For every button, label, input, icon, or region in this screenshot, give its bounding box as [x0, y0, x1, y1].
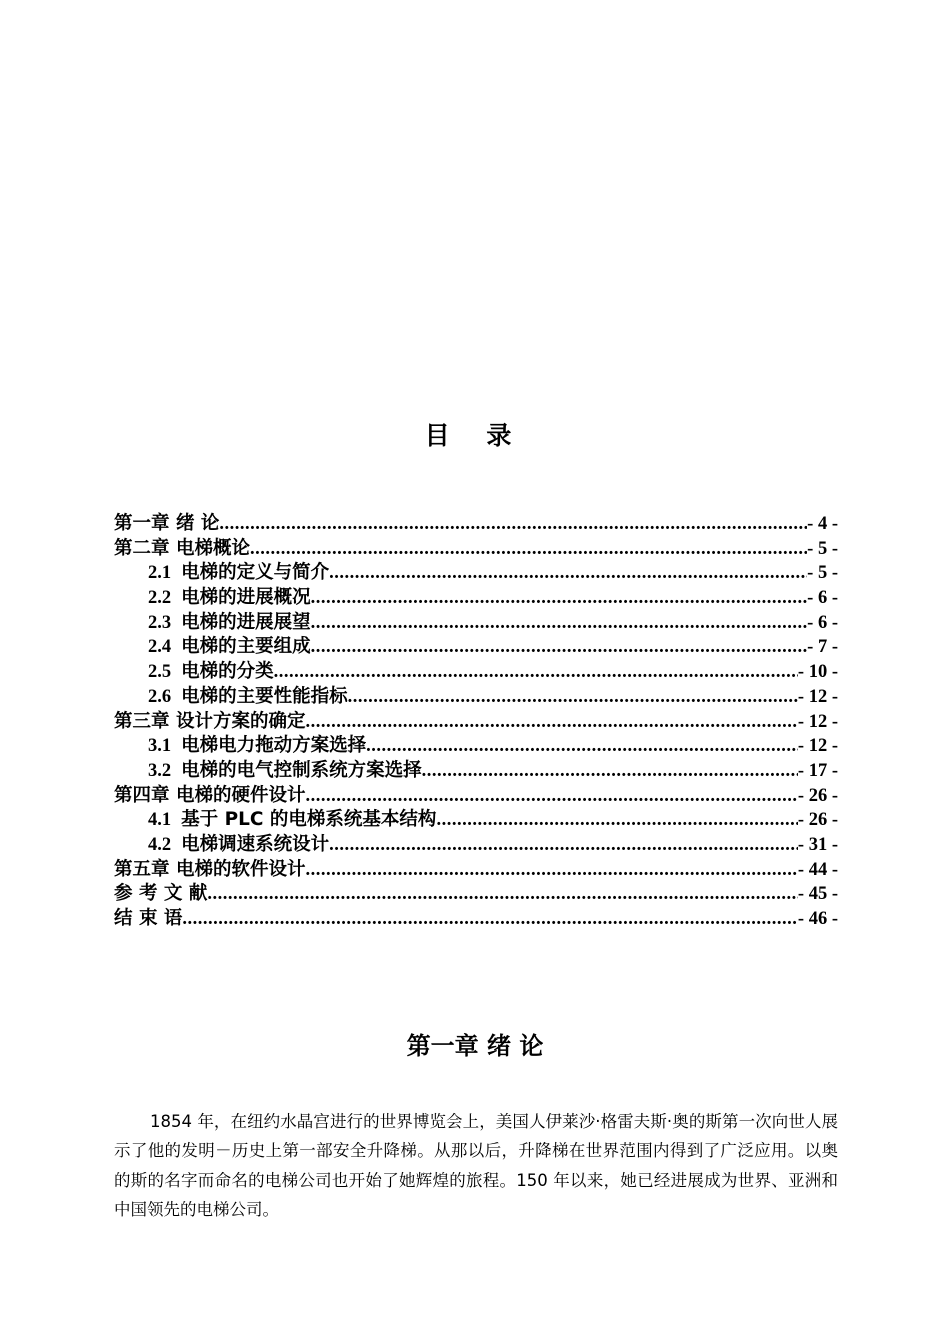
toc-leader-dots — [348, 685, 798, 710]
toc-entry-number: 2.3 — [148, 612, 172, 633]
toc-entry[interactable] — [114, 833, 838, 858]
toc-leader-dots — [311, 611, 808, 636]
toc-entry[interactable] — [114, 759, 838, 784]
toc-entry-text: 第五章 电梯的软件设计 — [114, 858, 306, 880]
toc-leader-dots — [250, 537, 807, 562]
toc-entry-number: 3.2 — [148, 760, 172, 781]
toc-leader-dots — [311, 586, 808, 611]
toc-leader-dots — [305, 710, 797, 735]
toc-entry[interactable] — [114, 561, 838, 586]
toc-leader-dots — [305, 858, 797, 883]
toc-entry[interactable] — [114, 512, 838, 537]
toc-entry-page: - 5 - — [807, 538, 838, 559]
toc-entry-number: 4.1 — [148, 810, 172, 831]
toc-entry-page: - 31 - — [797, 834, 838, 855]
toc-leader-dots — [436, 808, 797, 833]
toc-entry-page: - 6 - — [807, 588, 838, 609]
toc-entry-number: 2.4 — [148, 637, 172, 658]
toc-leader-dots — [329, 561, 807, 586]
toc-entry[interactable] — [114, 685, 838, 710]
toc-entry-page: - 12 - — [797, 711, 838, 732]
toc-entry-page: - 44 - — [797, 859, 838, 880]
toc-entry[interactable] — [114, 635, 838, 660]
toc-entry-page: - 7 - — [807, 637, 838, 658]
toc-entry[interactable] — [114, 784, 838, 809]
toc-leader-dots — [422, 759, 798, 784]
toc-entry-text: 电梯的进展概况 — [181, 587, 311, 609]
toc-entry-page: - 6 - — [807, 612, 838, 633]
toc-entry[interactable] — [114, 710, 838, 735]
toc-entry-text: 第二章 电梯概论 — [114, 537, 250, 559]
toc-entry-text: 结 束 语 — [114, 908, 183, 929]
toc-entry-text: 电梯调速系统设计 — [181, 833, 330, 855]
toc-entry-page: - 5 - — [807, 563, 838, 584]
toc-entry[interactable] — [114, 858, 838, 883]
toc-leader-dots — [366, 734, 798, 759]
chapter-title: 第一章 绪 论 — [406, 1032, 544, 1060]
toc-leader-dots — [182, 907, 798, 932]
toc-entry-text: 电梯的主要性能指标 — [181, 685, 348, 707]
toc-entry-text: 参 考 文 献 — [114, 883, 208, 905]
toc-title: 目 录 — [424, 421, 526, 450]
toc-entry[interactable] — [114, 808, 838, 833]
toc-entry-text: 电梯电力拖动方案选择 — [181, 735, 367, 757]
toc-entry[interactable] — [114, 734, 838, 759]
toc-entry-page: - 26 - — [797, 785, 838, 806]
toc-entry-number: 4.2 — [148, 834, 172, 855]
table-of-contents — [114, 512, 838, 932]
toc-entry[interactable] — [114, 586, 838, 611]
toc-leader-dots — [207, 882, 798, 907]
toc-entry[interactable] — [114, 537, 838, 562]
toc-entry[interactable] — [114, 882, 838, 907]
toc-leader-dots — [329, 833, 798, 858]
toc-entry-text: 电梯的定义与简介 — [181, 562, 330, 584]
toc-entry-page: - 26 - — [797, 810, 838, 831]
toc-entry-text: 电梯的主要组成 — [181, 636, 311, 658]
toc-entry-page: - 46 - — [797, 909, 838, 929]
toc-entry-page: - 10 - — [797, 662, 838, 683]
toc-entry-text: 第三章 设计方案的确定 — [114, 710, 306, 732]
toc-entry-text: 第四章 电梯的硬件设计 — [114, 784, 306, 806]
toc-entry-number: 2.5 — [148, 662, 172, 683]
toc-entry-text: 电梯的分类 — [181, 661, 274, 683]
toc-entry-number: 2.1 — [148, 563, 172, 584]
toc-entry-number: 3.1 — [148, 736, 172, 757]
toc-entry-text: 第一章 绪 论 — [114, 513, 220, 534]
toc-entry-number: 2.2 — [148, 588, 172, 609]
toc-entry-page: - 45 - — [797, 884, 838, 905]
toc-entry-page: - 12 - — [797, 686, 838, 707]
toc-entry[interactable] — [114, 611, 838, 636]
toc-leader-dots — [311, 635, 808, 660]
toc-entry-number: 2.6 — [148, 686, 172, 707]
toc-leader-dots — [274, 660, 798, 685]
toc-leader-dots — [219, 512, 807, 537]
toc-entry-text: 电梯的电气控制系统方案选择 — [181, 759, 422, 781]
toc-entry-page: - 4 - — [807, 514, 838, 534]
chapter-paragraph: 1854 年，在纽约水晶宫进行的世界博览会上，美国人伊莱沙·格雷夫斯·奥的斯第一次向世人展示了他的发明－历史上第一部安全升降梯。从那以后，升降梯在世界范围内得到了广泛应用。以奥的斯的名字而命名的电梯公司也开始了她辉煌的旅程。150 年以来，她已经进展成为世界、亚洲和中国领先的电梯公司。 — [114, 1111, 838, 1219]
toc-entry-page: - 12 - — [797, 736, 838, 757]
toc-entry-text: 基于 PLC 的电梯系统基本结构 — [181, 809, 437, 831]
toc-entry[interactable] — [114, 907, 838, 932]
toc-entry-text: 电梯的进展展望 — [181, 611, 311, 633]
toc-entry-page: - 17 - — [797, 760, 838, 781]
toc-entry[interactable] — [114, 660, 838, 685]
toc-leader-dots — [305, 784, 797, 809]
